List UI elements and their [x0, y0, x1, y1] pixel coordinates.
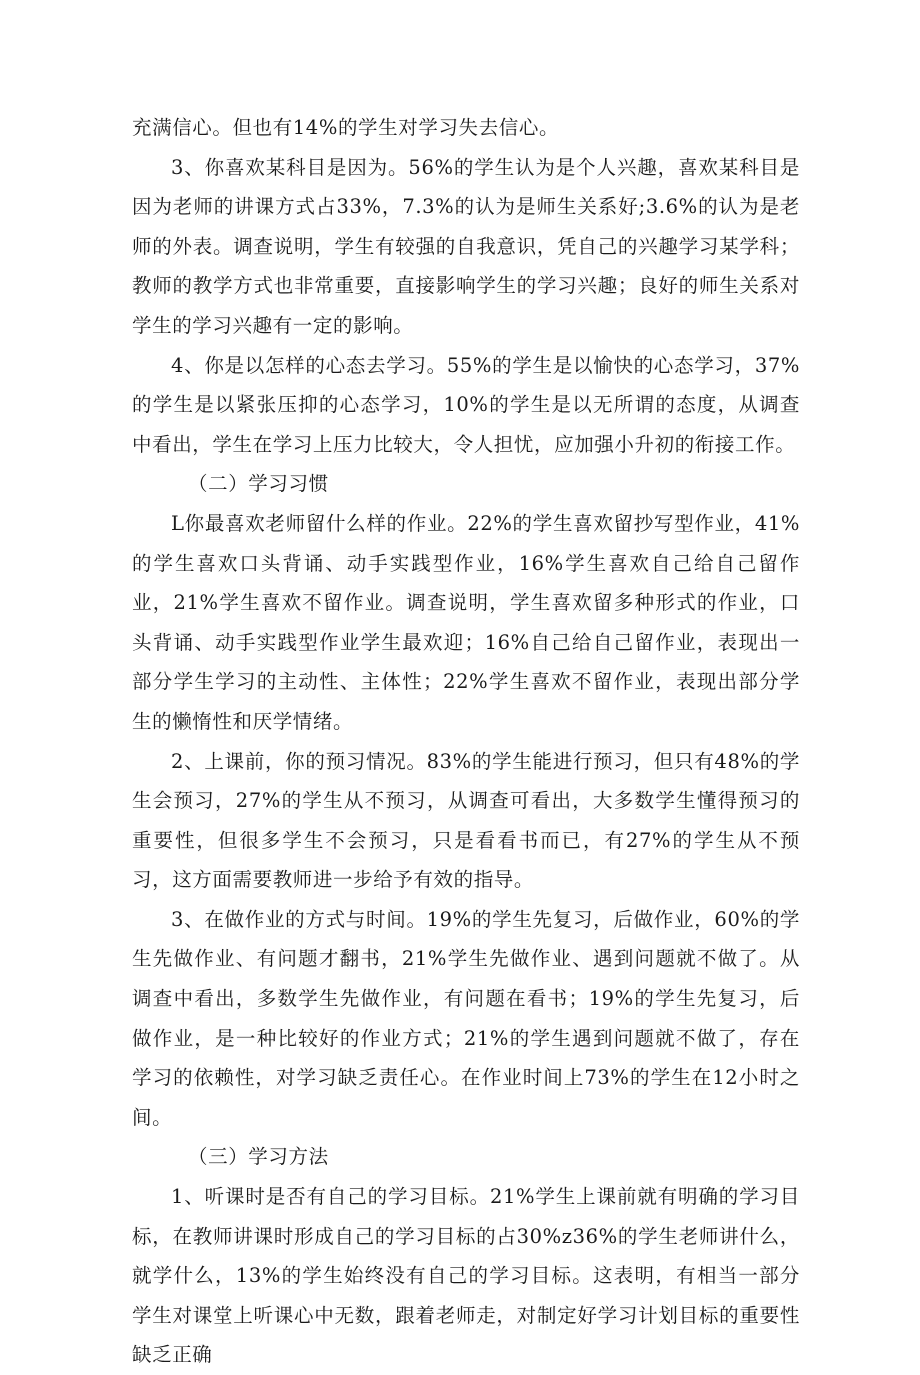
paragraph-homework-method: 3、在做作业的方式与时间。19%的学生先复习，后做作业，60%的学生先做作业、有问题才翻书，21%学生先做作业、遇到问题就不做了。从调查中看出，多数学生先做作业，有问题在看书；19%的学生先复习，后做作业，是一种比较好的作业方式；21%的学生遇到问题就不做了，存在学习的依赖性，对学习缺乏责任心。在作业时间上73%的学生在12小时之间。	[132, 907, 800, 1129]
paragraph-listening-goals: 1、听课时是否有自己的学习目标。21%学生上课前就有明确的学习目标，在教师讲课时形成自己的学习目标的占30%z36%的学生老师讲什么，就学什么，13%的学生始终没有自己的学习目标。这表明，有相当一部分学生对课堂上听课心中无数，跟着老师走，对制定好学习计划目标的重要性缺乏正确	[132, 1185, 800, 1367]
paragraph-subject-preference: 3、你喜欢某科目是因为。56%的学生认为是个人兴趣，喜欢某科目是因为老师的讲课方式占33%，7.3%的认为是师生关系好;3.6%的认为是老师的外表。调查说明，学生有较强的自我意识，凭自己的兴趣学习某学科；教师的教学方式也非常重要，直接影响学生的学习兴趣；良好的师生关系对学生的学习兴趣有一定的影响。	[132, 155, 800, 337]
section-heading-study-habits: （二）学习习惯	[188, 472, 329, 496]
paragraph-confidence-end: 充满信心。但也有14%的学生对学习失去信心。	[132, 116, 560, 139]
section-heading-study-methods: （三）学习方法	[188, 1145, 329, 1169]
paragraph-preview-situation: 2、上课前，你的预习情况。83%的学生能进行预习，但只有48%的学生会预习，27%的学生从不预习，从调查可看出，大多数学生懂得预习的重要性，但很多学生不会预习，只是看看书而已，有27%的学生从不预习，这方面需要教师进一步给予有效的指导。	[132, 749, 800, 892]
paragraph-learning-attitude: 4、你是以怎样的心态去学习。55%的学生是以愉快的心态学习，37%的学生是以紧张压抑的心态学习，10%的学生是以无所谓的态度，从调查中看出，学生在学习上压力比较大，令人担忧，应加强小升初的衔接工作。	[132, 353, 800, 456]
document-body	[132, 108, 800, 1375]
paragraph-homework-preference: L你最喜欢老师留什么样的作业。22%的学生喜欢留抄写型作业，41%的学生喜欢口头背诵、动手实践型作业，16%学生喜欢自己给自己留作业，21%学生喜欢不留作业。调查说明，学生喜欢留多种形式的作业，口头背诵、动手实践型作业学生最欢迎；16%自己给自己留作业，表现出一部分学生学习的主动性、主体性；22%学生喜欢不留作业，表现出部分学生的懒惰性和厌学情绪。	[132, 511, 800, 733]
